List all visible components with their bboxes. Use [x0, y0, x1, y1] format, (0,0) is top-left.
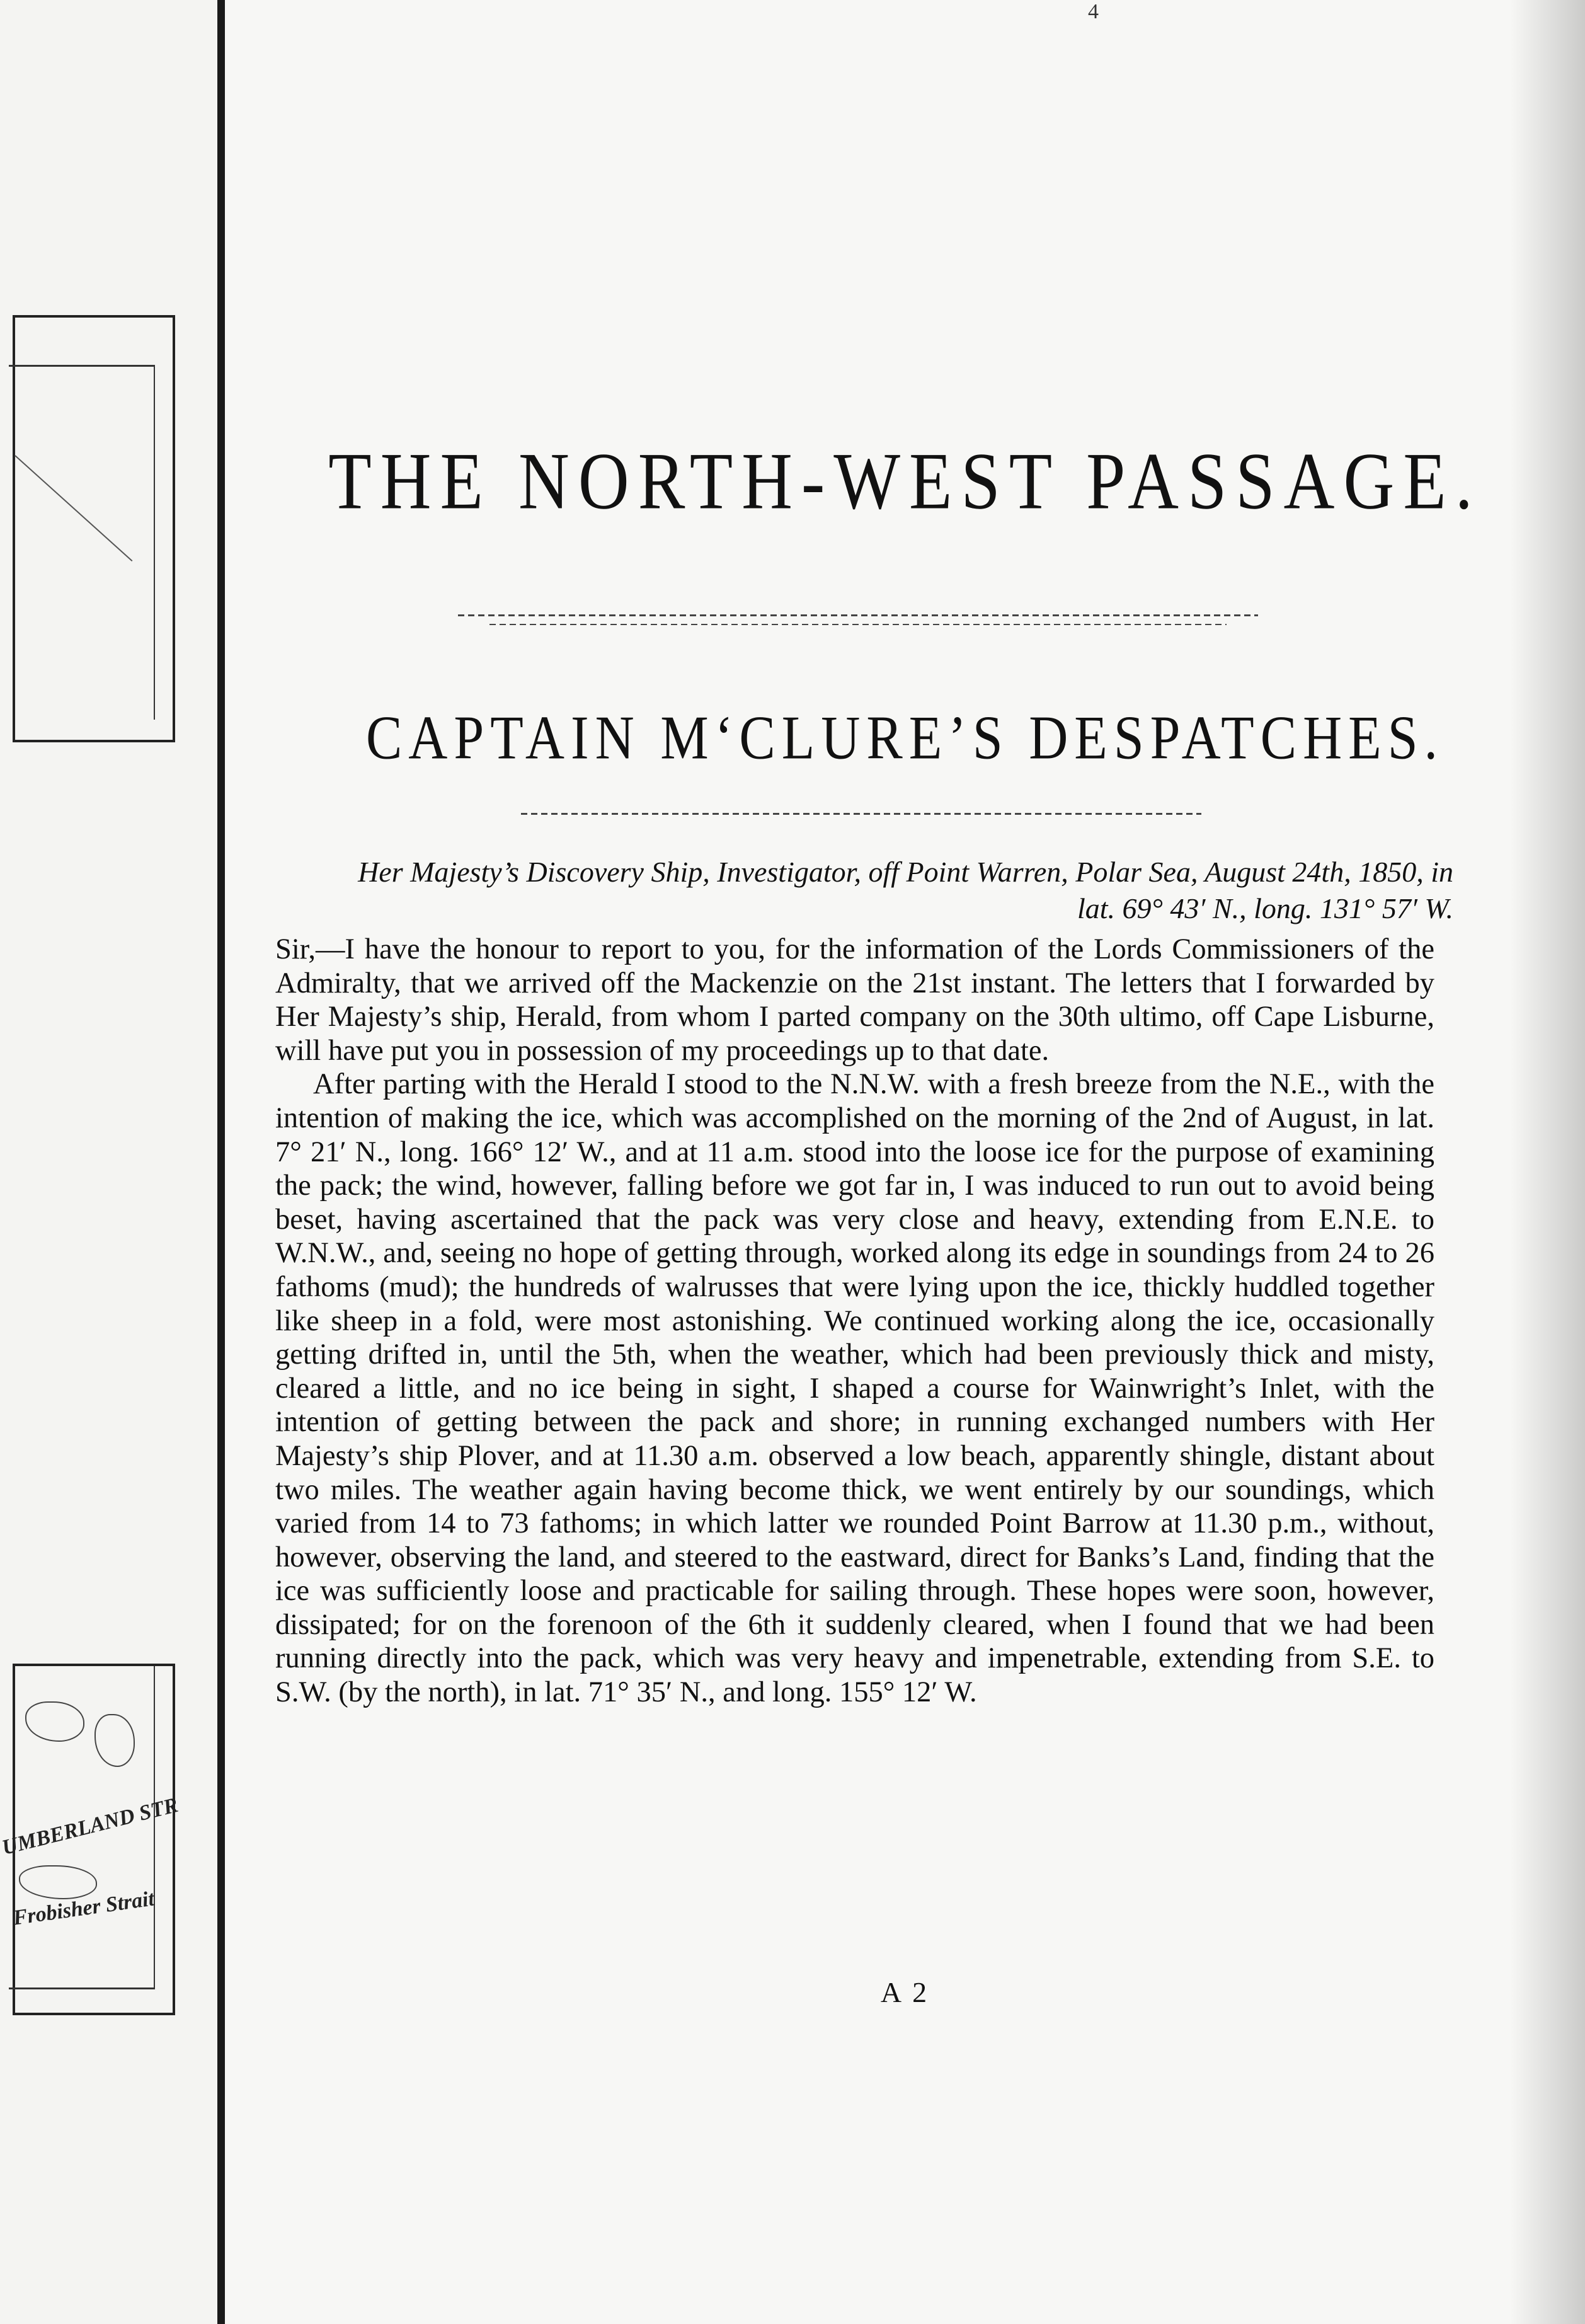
title-divider [458, 614, 1258, 616]
adjacent-map-page [0, 0, 217, 2324]
letter-dateline: Her Majesty’s Discovery Ship, Investigator, off Point Warren, Polar Sea, August 24th, 1850, in lat. 69° 43′ N., long. 131° 57′ W. [358, 856, 1453, 924]
map-frame-top [13, 315, 175, 742]
map-label-cumberland: UMBERLAND STR [0, 1793, 181, 1860]
page-gutter [217, 0, 225, 2324]
fold-mark: 4 [1088, 0, 1099, 23]
paragraph: After parting with the Herald I stood to the N.N.W. with a fresh breeze from the N.E., with the intention of making the ice, which was accomplished on the morning of the 2nd of August, in lat. 7° 21′ N., long. 166° 12′ W., and at 11 a.m. stood into the loose ice for the purpose of examining the pack; the wind, however, falling before we got far in, I was induced to run out to avoid being beset, having ascertained that the pack was very close and heavy, extending from E.N.E. to W.N.W., and, seeing no hope of getting through, worked along its edge in soundings from 24 to 26 fathoms (mud); the hundreds of walrusses that were lying upon the ice, thickly huddled together like sheep in a fold, were most astonishing. We continued working along the ice, occasionally getting drifted in, until the 5th, when the weather, which had been previously thick and misty, cleared a little, and no ice being in sight, I shaped a course for Wainwright’s Inlet, with the intention of getting between the pack and shore; in running exchanged numbers with Her Majesty’s ship Plover, and at 11.30 a.m. observed a low beach, apparently shingle, distant about two miles. The weather again having become thick, we went entirely by our soundings, which varied from 14 to 73 fathoms; in which latter we rounded Point Barrow at 11.30 p.m., without, however, observing the land, and steered to the eastward, direct for Banks’s Land, finding that the ice was sufficiently loose and practicable for sailing through. These hopes were soon, however, dissipated; for on the forenoon of the 6th it suddenly cleared, when I found that we had been running directly into the pack, which was very heavy and impenetrable, extending from S.E. to S.W. (by the north), in lat. 71° 35′ N., and long. 155° 12′ W. [275, 1068, 1434, 1709]
map-line [14, 455, 132, 561]
section-subtitle: CAPTAIN M‘CLURE’S DESPATCHES. [365, 702, 1445, 773]
map-label-frobisher: Frobisher Strait [11, 1887, 156, 1930]
page-title: THE NORTH-WEST PASSAGE. [328, 436, 1482, 527]
paragraph: Sir,—I have the honour to report to you, for the information of the Lords Commissioners of the Admiralty, that we arrived off the Mackenzie on the 21st instant. The letters that I forwarded by Her Majesty’s ship, Herald, from whom I parted company on the 30th ultimo, off Cape Lisburne, will have put you in possession of my proceedings up to that date. [275, 933, 1434, 1067]
title-divider-thin [489, 624, 1227, 625]
document-page [225, 0, 1585, 2324]
subtitle-divider [521, 813, 1201, 815]
map-inner-border [9, 365, 155, 720]
letter-body [275, 933, 1434, 1710]
signature-mark: A 2 [880, 1976, 930, 2008]
